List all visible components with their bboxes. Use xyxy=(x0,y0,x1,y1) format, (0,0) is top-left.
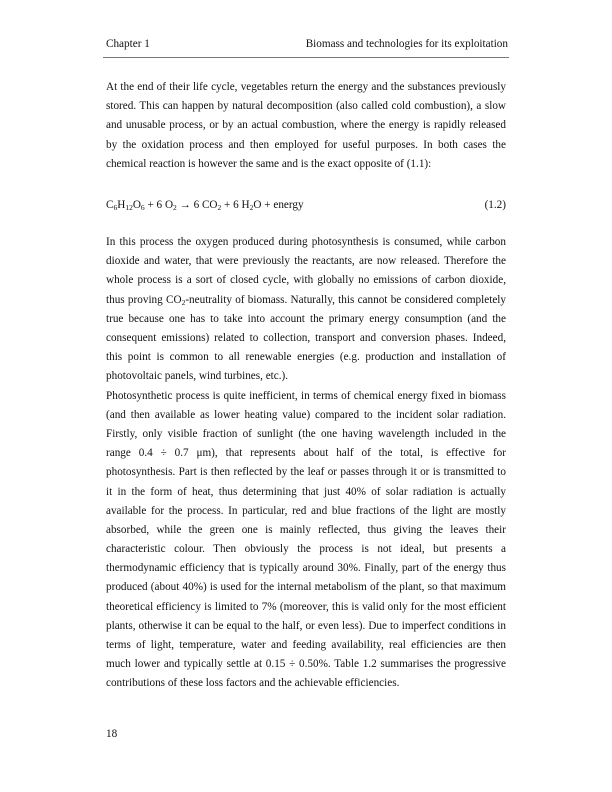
text-line: In this process the oxygen produced during photosynthesis is consumed, while carbon xyxy=(106,236,506,248)
text-line-co2 xyxy=(106,291,506,310)
text-part: thus proving CO xyxy=(106,293,182,306)
text-line: photosynthesis. Part is then reflected by the leaf or passes through it or is transmitted to xyxy=(106,466,506,479)
equation-body xyxy=(106,199,304,211)
text-line: by the oxidation process and then employed for useful purposes. In both cases the xyxy=(106,138,506,151)
text-line: plants, otherwise it can be equal to the half, or even less). Due to imperfect conditions in xyxy=(106,619,506,632)
eq-sub: 6 xyxy=(140,203,145,212)
text-line: absorbed, while the green one is mainly reflected, thus giving the leaves their xyxy=(106,523,506,536)
text-line: whole process is a sort of closed cycle, with globally no emissions of carbon dioxide, xyxy=(106,274,506,287)
page-number: 18 xyxy=(106,728,118,740)
text-line: stored. This can happen by natural decomposition (also called cold combustion), a slow xyxy=(106,100,506,113)
eq-sub: 2 xyxy=(249,203,254,212)
eq-sub: 12 xyxy=(125,203,133,212)
text-line: (and then available as lower heating value) compared to the incident solar radiation. xyxy=(106,408,506,421)
eq-sub: 6 xyxy=(113,203,118,212)
text-part: -neutrality of biomass. Naturally, this cannot be considered completely xyxy=(185,293,506,306)
paragraph-3 xyxy=(106,387,506,694)
text-line: much lower and typically settle at 0.15 ÷ 0.50%. Table 1.2 summarises the progressive xyxy=(106,658,506,671)
text-line: Photosynthetic process is quite inefficient, in terms of chemical energy fixed in biomass xyxy=(106,389,506,402)
text-line: dioxide and water, that were previously the reactants, are now released. Therefore the xyxy=(106,255,506,268)
text-line: terms of light, temperature, water and feeding availability, real efficiencies are then xyxy=(106,639,506,652)
header-rule xyxy=(103,57,509,58)
paragraph-1 xyxy=(106,78,506,174)
text-line: it in the form of heat, thus determining that just 40% of solar radiation is actually xyxy=(106,485,506,498)
eq-part: C xyxy=(106,199,114,211)
text-line: chemical reaction is however the same and is the exact opposite of (1.1): xyxy=(106,157,432,170)
text-line: and unusable process, or by an actual combustion, where the energy is rapidly released xyxy=(106,119,506,132)
eq-sub: 2 xyxy=(217,203,222,212)
running-header-title: Biomass and technologies for its exploitation xyxy=(305,38,508,50)
running-header-chapter: Chapter 1 xyxy=(106,38,150,50)
text-line: characteristic colour. Then obviously the process is not ideal, but presents a xyxy=(106,543,506,556)
text-line: theoretical efficiency is limited to 7% (moreover, this is valid only for the most efficient xyxy=(106,600,506,613)
subscript: 2 xyxy=(181,297,186,307)
text-line: thermodynamic efficiency that is typically around 30%. Finally, part of the energy thus xyxy=(106,562,506,575)
paragraph-2 xyxy=(106,233,506,387)
equation-1-2 xyxy=(106,196,506,215)
eq-part: → 6 CO xyxy=(176,199,218,211)
text-line: produced (about 40%) is used for the internal metabolism of the plant, so that maximum xyxy=(106,581,506,594)
text-line: consequent emissions) related to collection, transport and conversion phases. Indeed, xyxy=(106,331,506,344)
eq-part: H xyxy=(117,199,126,211)
text-line: Firstly, only visible fraction of sunlight (the one having wavelength included in the xyxy=(106,427,506,440)
text-line: contributions of these loss factors and the achievable efficiencies. xyxy=(106,677,400,690)
text-line: photovoltaic panels, wind turbines, etc.). xyxy=(106,370,289,383)
eq-part: O + energy xyxy=(253,199,304,211)
text-line: true because one has to take into account the primary energy consumption (and the xyxy=(106,312,506,325)
eq-part: + 6 H xyxy=(221,199,250,211)
text-line: range 0.4 ÷ 0.7 μm), that represents about half of the total, is effective for xyxy=(106,447,506,460)
eq-sub: 2 xyxy=(173,203,177,212)
text-line: this point is common to all renewable energies (e.g. production and installation of xyxy=(106,351,506,364)
text-line: available for the process. In particular, red and blue fractions of the light are mostly xyxy=(106,504,506,517)
eq-part: + 6 O xyxy=(144,199,174,211)
text-line: At the end of their life cycle, vegetables return the energy and the substances previously xyxy=(106,81,506,93)
equation-number: (1.2) xyxy=(484,199,506,211)
eq-part: O xyxy=(132,199,141,211)
